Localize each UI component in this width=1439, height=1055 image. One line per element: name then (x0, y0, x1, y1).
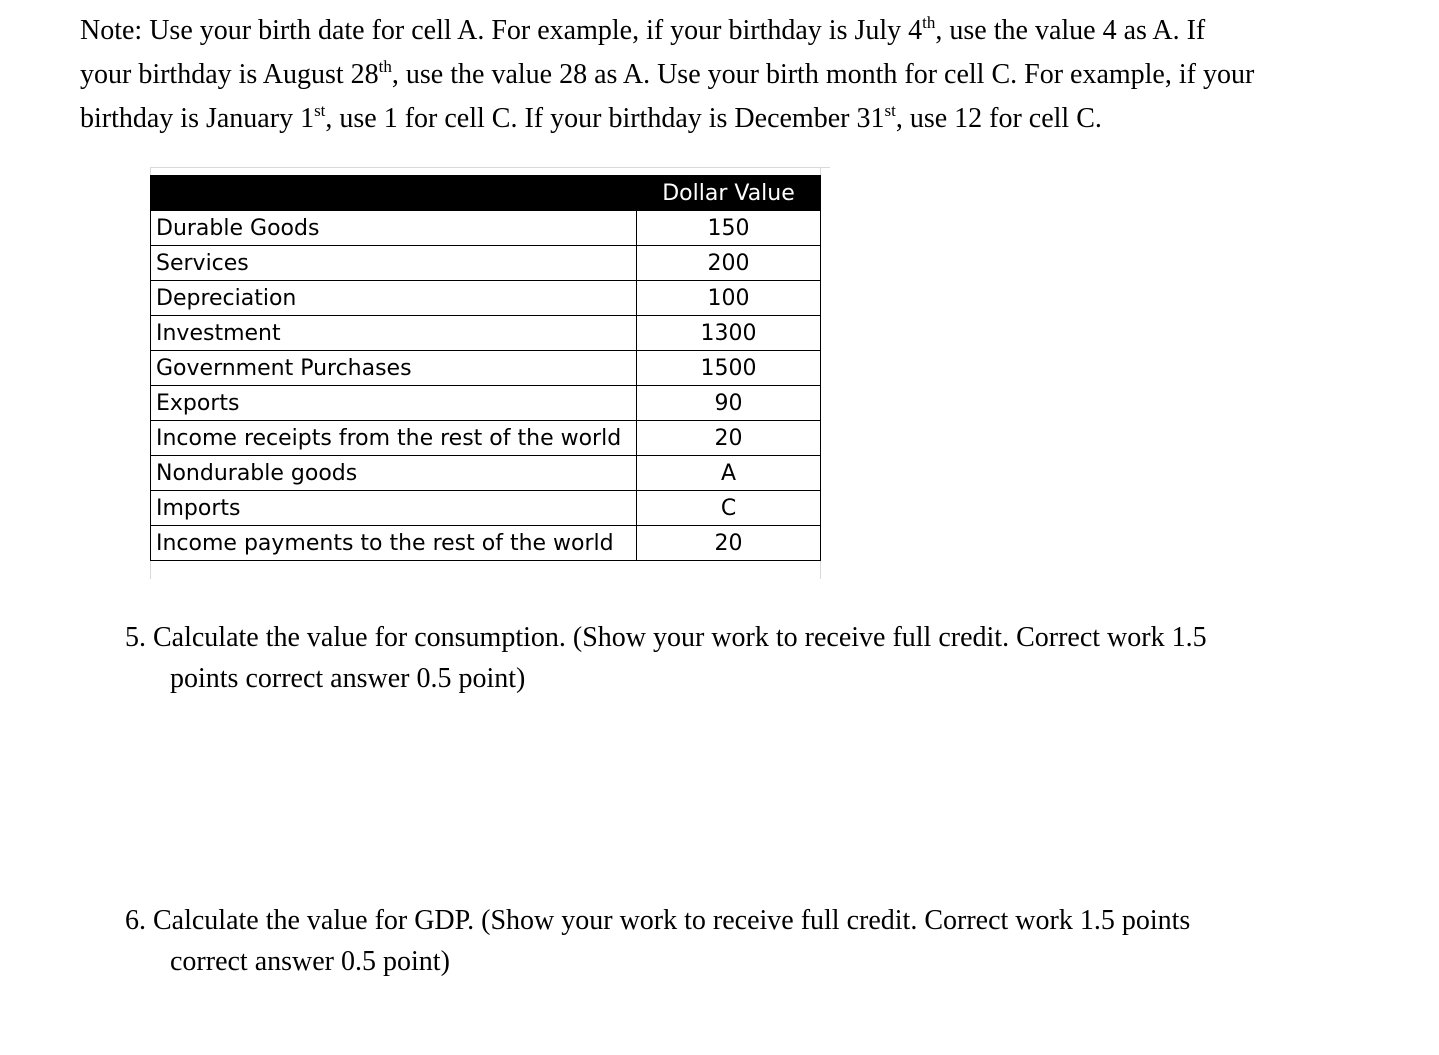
row-label: Government Purchases (151, 351, 637, 386)
question-6-line-2: correct answer 0.5 point) (170, 946, 450, 977)
row-label: Investment (151, 316, 637, 351)
note-line-3: birthday is January 1st, use 1 for cell C. If your birthday is December 31st, use 12 for cell C. (80, 101, 1102, 134)
row-label: Durable Goods (151, 211, 637, 246)
values-table (150, 175, 821, 561)
question-5-line-2: points correct answer 0.5 point) (170, 663, 526, 694)
row-label: Exports (151, 386, 637, 421)
row-label: Imports (151, 491, 637, 526)
row-label: Depreciation (151, 281, 637, 316)
row-value: A (637, 456, 821, 491)
row-value: C (637, 491, 821, 526)
table-row (151, 351, 821, 386)
question-6 (125, 900, 1325, 982)
row-value: 90 (637, 386, 821, 421)
row-value: 100 (637, 281, 821, 316)
table-row (151, 316, 821, 351)
question-5-line-1: 5. Calculate the value for consumption. (Show your work to receive full credit. Correct work 1.5 (125, 622, 1207, 653)
question-5 (125, 617, 1325, 699)
instructions-note (80, 10, 1380, 142)
question-6-line-1: 6. Calculate the value for GDP. (Show your work to receive full credit. Correct work 1.5 points (125, 905, 1191, 936)
row-value: 1500 (637, 351, 821, 386)
sheet-gridline-top (150, 167, 830, 168)
note-line-2: your birthday is August 28th, use the value 28 as A. Use your birth month for cell C. For example, if your (80, 57, 1255, 90)
header-blank-cell (151, 176, 637, 211)
row-value: 200 (637, 246, 821, 281)
note-line-1: Note: Use your birth date for cell A. For example, if your birthday is July 4th, use the value 4 as A. If (80, 13, 1206, 46)
row-value: 20 (637, 526, 821, 561)
row-value: 1300 (637, 316, 821, 351)
row-label: Income payments to the rest of the world (151, 526, 637, 561)
row-label: Income receipts from the rest of the world (151, 421, 637, 456)
table-row (151, 456, 821, 491)
table-row (151, 211, 821, 246)
table-row (151, 281, 821, 316)
row-label: Services (151, 246, 637, 281)
header-dollar-value: Dollar Value (637, 176, 821, 211)
row-value: 20 (637, 421, 821, 456)
table-row (151, 491, 821, 526)
table-row (151, 246, 821, 281)
table-header-row (151, 176, 821, 211)
table-row (151, 526, 821, 561)
table-row (151, 386, 821, 421)
row-value: 150 (637, 211, 821, 246)
table-row (151, 421, 821, 456)
row-label: Nondurable goods (151, 456, 637, 491)
